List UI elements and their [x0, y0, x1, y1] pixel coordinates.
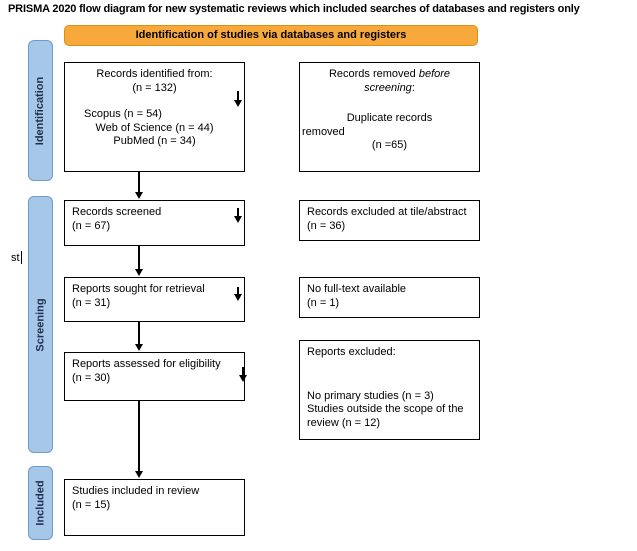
box-records-removed	[299, 62, 480, 172]
box-line: Duplicate records	[346, 112, 433, 124]
box-reports-assessed	[64, 352, 245, 401]
arrow-head	[135, 192, 143, 199]
box-line: Studies included in review	[72, 485, 200, 497]
stray-text	[11, 251, 22, 265]
stage-label-text: Identification	[34, 76, 47, 145]
arrow-head	[135, 344, 143, 351]
arrow-assessed-to-excluded	[238, 367, 248, 382]
arrow-sought-to-nofulltext	[233, 287, 243, 301]
box-line: Reports assessed for eligibility	[72, 358, 221, 370]
box-line: Web of Science (n = 44)	[95, 121, 214, 134]
box-line: No full-text available	[307, 283, 407, 295]
spacer	[72, 95, 237, 108]
arrow-shaft	[237, 208, 239, 216]
arrow-sought-to-assessed	[134, 322, 144, 351]
text-cursor	[21, 251, 22, 264]
banner-identification-via-databases: Identification of studies via databases and registers	[64, 25, 478, 46]
box-line: Records screened	[72, 206, 162, 218]
removed-italic: before screening	[364, 68, 451, 94]
box-line: (n = 36)	[307, 219, 346, 232]
box-line: Scopus (n = 54)	[84, 108, 162, 120]
arrow-head	[239, 375, 247, 382]
box-line: (n = 1)	[307, 296, 340, 309]
box-line: Reports excluded:	[307, 346, 396, 358]
stage-label-identification	[28, 40, 53, 181]
box-line: PubMed (n = 34)	[113, 135, 196, 147]
removed-prefix: Records removed	[328, 68, 419, 80]
box-line: (n = 67)	[72, 219, 111, 232]
stray-text-content: st	[11, 252, 20, 264]
arrow-head	[135, 471, 143, 478]
page-title: PRISMA 2020 flow diagram for new systematic reviews which included searches of databases and registers only	[8, 3, 580, 15]
box-line: removed	[302, 125, 345, 138]
box-records-screened	[64, 200, 245, 246]
arrow-screened-to-sought	[134, 246, 144, 276]
box-line: (n = 31)	[72, 296, 111, 309]
arrow-shaft	[138, 322, 140, 344]
box-line: (n = 30)	[72, 371, 111, 384]
box-line: Records excluded at tile/abstract	[307, 206, 467, 218]
arrow-head	[234, 100, 242, 107]
stage-label-text: Screening	[34, 297, 47, 352]
arrow-screened-to-excluded	[233, 208, 243, 223]
arrow-shaft	[237, 287, 239, 294]
box-line: (n =65)	[371, 139, 408, 151]
box-line: (n = 132)	[132, 81, 177, 94]
box-no-fulltext	[299, 277, 480, 318]
stage-label-text: Included	[34, 480, 47, 526]
removed-suffix: :	[411, 81, 415, 94]
box-records-identified	[64, 62, 245, 172]
arrow-shaft	[138, 172, 140, 192]
box-reports-excluded	[299, 340, 480, 440]
box-line: Records identified from:	[96, 68, 213, 80]
arrow-assessed-to-included	[134, 401, 144, 478]
arrow-shaft	[237, 91, 239, 100]
arrow-head	[234, 216, 242, 223]
arrow-head	[234, 294, 242, 301]
spacer	[307, 360, 472, 390]
arrow-head	[135, 269, 143, 276]
arrow-shaft	[138, 246, 140, 269]
box-records-excluded-title-abstract	[299, 200, 480, 241]
arrow-identified-to-screened	[134, 172, 144, 199]
box-line: (n = 15)	[72, 498, 111, 511]
box-studies-included	[64, 479, 245, 536]
arrow-identified-to-removed	[233, 91, 243, 107]
stage-label-included	[28, 466, 53, 540]
stage-label-screening	[28, 196, 53, 453]
spacer	[307, 95, 472, 112]
arrow-shaft	[242, 367, 244, 375]
box-line: Reports sought for retrieval	[72, 283, 205, 295]
arrow-shaft	[138, 401, 140, 471]
box-reports-sought	[64, 277, 245, 322]
box-line: No primary studies (n = 3)	[307, 389, 434, 402]
box-line: Studies outside the scope of the review (n = 12)	[307, 403, 464, 429]
box-line	[307, 68, 472, 95]
